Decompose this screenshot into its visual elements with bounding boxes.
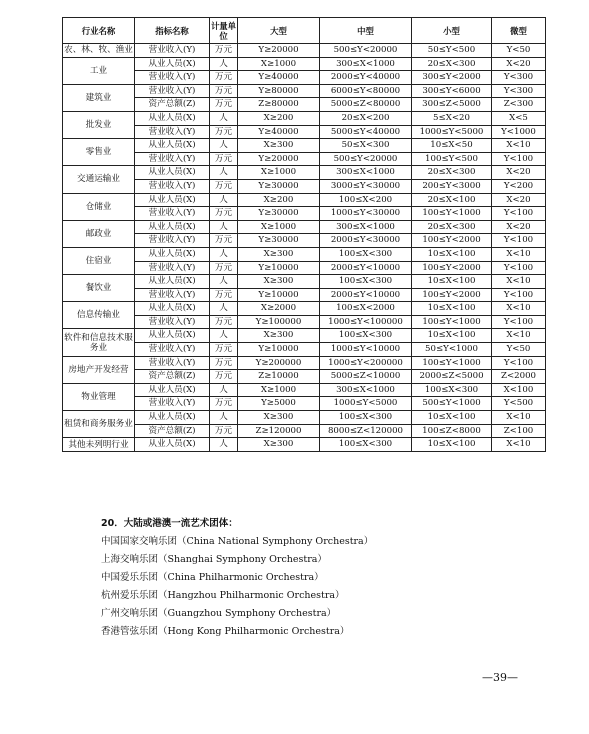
cell-indicator: 营业收入(Y) <box>135 288 210 302</box>
table-row <box>63 247 546 261</box>
cell-medium: 100≤X<300 <box>320 438 412 452</box>
cell-micro: Y<500 <box>492 397 546 411</box>
cell-indicator: 从业人员(X) <box>135 111 210 125</box>
cell-indicator: 从业人员(X) <box>135 302 210 316</box>
cell-micro: Y<100 <box>492 261 546 275</box>
cell-micro: X<20 <box>492 166 546 180</box>
cell-unit: 万元 <box>210 234 238 248</box>
cell-indicator: 营业收入(Y) <box>135 234 210 248</box>
cell-small: 100≤Y<1000 <box>412 207 492 221</box>
orchestra-item: 中国国家交响乐团（China National Symphony Orchestra） <box>101 536 374 547</box>
table-row <box>63 438 546 452</box>
cell-large: X≥300 <box>238 329 320 343</box>
cell-medium: 1000≤Y<5000 <box>320 397 412 411</box>
cell-unit: 人 <box>210 220 238 234</box>
cell-indicator: 营业收入(Y) <box>135 84 210 98</box>
cell-indicator: 营业收入(Y) <box>135 152 210 166</box>
cell-large: X≥1000 <box>238 383 320 397</box>
cell-micro: X<10 <box>492 411 546 425</box>
cell-large: Y≥5000 <box>238 397 320 411</box>
cell-medium: 50≤X<300 <box>320 139 412 153</box>
cell-small: 100≤X<300 <box>412 383 492 397</box>
cell-medium: 8000≤Z<120000 <box>320 424 412 438</box>
cell-small: 300≤Z<5000 <box>412 98 492 112</box>
cell-small: 10≤X<50 <box>412 139 492 153</box>
cell-micro: Y<1000 <box>492 125 546 139</box>
cell-small: 100≤Y<500 <box>412 152 492 166</box>
cell-micro: Y<100 <box>492 207 546 221</box>
cell-large: Y≥20000 <box>238 44 320 58</box>
cell-indicator: 从业人员(X) <box>135 247 210 261</box>
cell-industry: 其他未列明行业 <box>63 438 135 452</box>
cell-micro: Y<50 <box>492 343 546 357</box>
cell-industry: 农、林、牧、渔业 <box>64 45 133 56</box>
cell-micro: Y<100 <box>492 315 546 329</box>
cell-large: X≥1000 <box>238 166 320 180</box>
cell-industry: 建筑业 <box>63 84 135 111</box>
cell-small: 1000≤Y<5000 <box>412 125 492 139</box>
cell-unit: 万元 <box>210 261 238 275</box>
orchestra-item: 杭州爱乐乐团（Hangzhou Philharmonic Orchestra） <box>101 590 345 601</box>
cell-medium: 5000≤Z<10000 <box>320 370 412 384</box>
cell-unit: 万元 <box>210 71 238 85</box>
cell-industry: 工业 <box>63 57 135 84</box>
cell-unit: 人 <box>210 139 238 153</box>
table-header <box>63 18 546 44</box>
cell-indicator: 从业人员(X) <box>135 329 210 343</box>
cell-large: Y≥30000 <box>238 207 320 221</box>
cell-unit: 万元 <box>210 84 238 98</box>
cell-small: 5≤X<20 <box>412 111 492 125</box>
cell-large: X≥1000 <box>238 220 320 234</box>
cell-unit: 人 <box>210 111 238 125</box>
table-row <box>63 261 546 275</box>
cell-micro: X<20 <box>492 220 546 234</box>
cell-large: X≥300 <box>238 275 320 289</box>
cell-indicator: 营业收入(Y) <box>135 315 210 329</box>
cell-industry: 餐饮业 <box>63 275 135 302</box>
cell-medium: 2000≤Y<10000 <box>320 288 412 302</box>
cell-indicator: 从业人员(X) <box>135 438 210 452</box>
cell-indicator: 资产总额(Z) <box>135 424 210 438</box>
cell-large: Z≥80000 <box>238 98 320 112</box>
cell-medium: 300≤X<1000 <box>320 57 412 71</box>
cell-large: X≥300 <box>238 247 320 261</box>
cell-indicator: 营业收入(Y) <box>135 179 210 193</box>
table-row <box>63 220 546 234</box>
table-row <box>63 356 546 370</box>
cell-indicator: 从业人员(X) <box>135 411 210 425</box>
cell-large: Y≥40000 <box>238 71 320 85</box>
table-row <box>63 424 546 438</box>
table-row <box>63 71 546 85</box>
cell-indicator: 从业人员(X) <box>135 383 210 397</box>
cell-small: 50≤Y<500 <box>412 44 492 58</box>
cell-micro: X<10 <box>492 247 546 261</box>
table-row <box>63 288 546 302</box>
cell-medium: 5000≤Z<80000 <box>320 98 412 112</box>
cell-unit: 万元 <box>210 98 238 112</box>
cell-industry: 信息传输业 <box>63 302 135 329</box>
cell-micro: Z<100 <box>492 424 546 438</box>
cell-industry: 物业管理 <box>63 383 135 410</box>
cell-medium: 100≤X<300 <box>320 329 412 343</box>
cell-micro: Y<300 <box>492 71 546 85</box>
cell-indicator: 资产总额(Z) <box>135 98 210 112</box>
table-row <box>63 343 546 357</box>
header-indicator: 指标名称 <box>135 18 210 44</box>
cell-micro: X<20 <box>492 193 546 207</box>
cell-medium: 500≤Y<20000 <box>320 152 412 166</box>
cell-large: Y≥200000 <box>238 356 320 370</box>
cell-unit: 人 <box>210 247 238 261</box>
cell-indicator: 营业收入(Y) <box>135 44 210 58</box>
cell-indicator: 从业人员(X) <box>135 193 210 207</box>
cell-large: X≥200 <box>238 111 320 125</box>
cell-micro: Z<300 <box>492 98 546 112</box>
cell-medium: 300≤X<1000 <box>320 166 412 180</box>
table-row <box>63 397 546 411</box>
table-row <box>63 234 546 248</box>
cell-small: 20≤X<300 <box>412 220 492 234</box>
cell-micro: Z<2000 <box>492 370 546 384</box>
cell-large: X≥2000 <box>238 302 320 316</box>
section-title: 20．大陆或港澳一流艺术团体： <box>101 518 238 529</box>
cell-medium: 6000≤Y<80000 <box>320 84 412 98</box>
header-micro: 微型 <box>492 18 546 44</box>
cell-medium: 300≤X<1000 <box>320 220 412 234</box>
cell-micro: X<10 <box>492 329 546 343</box>
cell-small: 500≤Y<1000 <box>412 397 492 411</box>
cell-micro: Y<100 <box>492 356 546 370</box>
cell-large: Y≥80000 <box>238 84 320 98</box>
cell-large: X≥1000 <box>238 57 320 71</box>
orchestra-item: 中国爱乐乐团（China Philharmonic Orchestra） <box>101 572 324 583</box>
cell-small: 200≤Y<3000 <box>412 179 492 193</box>
cell-micro: Y<100 <box>492 152 546 166</box>
cell-micro: Y<300 <box>492 84 546 98</box>
cell-micro: X<10 <box>492 438 546 452</box>
cell-large: X≥300 <box>238 438 320 452</box>
cell-medium: 2000≤Y<10000 <box>320 261 412 275</box>
cell-medium: 1000≤Y<10000 <box>320 343 412 357</box>
cell-unit: 万元 <box>210 207 238 221</box>
cell-unit: 万元 <box>210 315 238 329</box>
cell-industry: 租赁和商务服务业 <box>63 411 135 438</box>
cell-medium: 100≤X<200 <box>320 193 412 207</box>
table-row <box>63 315 546 329</box>
cell-medium: 2000≤Y<30000 <box>320 234 412 248</box>
table-row <box>63 275 546 289</box>
table-row <box>63 302 546 316</box>
cell-unit: 人 <box>210 275 238 289</box>
cell-small: 20≤X<300 <box>412 57 492 71</box>
header-medium: 中型 <box>320 18 412 44</box>
cell-industry: 零售业 <box>63 139 135 166</box>
cell-large: Y≥10000 <box>238 343 320 357</box>
cell-medium: 20≤X<200 <box>320 111 412 125</box>
cell-industry: 住宿业 <box>63 247 135 274</box>
cell-small: 50≤Y<1000 <box>412 343 492 357</box>
cell-large: X≥200 <box>238 193 320 207</box>
cell-indicator: 从业人员(X) <box>135 220 210 234</box>
cell-small: 100≤Y<2000 <box>412 261 492 275</box>
orchestra-item: 上海交响乐团（Shanghai Symphony Orchestra） <box>101 554 327 565</box>
cell-small: 300≤Y<6000 <box>412 84 492 98</box>
cell-unit: 万元 <box>210 152 238 166</box>
cell-small: 10≤X<100 <box>412 438 492 452</box>
cell-medium: 1000≤Y<100000 <box>320 315 412 329</box>
table-row <box>63 98 546 112</box>
cell-medium: 5000≤Y<40000 <box>320 125 412 139</box>
cell-unit: 万元 <box>210 356 238 370</box>
cell-unit: 万元 <box>210 343 238 357</box>
cell-unit: 万元 <box>210 424 238 438</box>
cell-small: 100≤Y<1000 <box>412 315 492 329</box>
enterprise-size-table <box>62 17 546 452</box>
cell-medium: 300≤X<1000 <box>320 383 412 397</box>
cell-micro: X<5 <box>492 111 546 125</box>
cell-micro: Y<100 <box>492 288 546 302</box>
cell-large: Z≥10000 <box>238 370 320 384</box>
cell-industry: 软件和信息技术服务业 <box>63 329 135 356</box>
cell-medium: 100≤X<300 <box>320 411 412 425</box>
cell-large: Y≥10000 <box>238 261 320 275</box>
cell-indicator: 营业收入(Y) <box>135 397 210 411</box>
cell-indicator: 营业收入(Y) <box>135 125 210 139</box>
cell-small: 100≤Y<2000 <box>412 234 492 248</box>
table-row <box>63 44 546 58</box>
cell-indicator: 从业人员(X) <box>135 57 210 71</box>
page-number: —39— <box>482 671 518 684</box>
cell-unit: 人 <box>210 438 238 452</box>
cell-industry: 批发业 <box>63 111 135 138</box>
table-row <box>63 370 546 384</box>
cell-micro: Y<100 <box>492 234 546 248</box>
cell-unit: 人 <box>210 383 238 397</box>
cell-large: Y≥30000 <box>238 234 320 248</box>
table-row <box>63 329 546 343</box>
table-row <box>63 139 546 153</box>
cell-small: 10≤X<100 <box>412 411 492 425</box>
orchestra-item: 香港管弦乐团（Hong Kong Philharmonic Orchestra） <box>101 626 350 637</box>
cell-unit: 万元 <box>210 397 238 411</box>
cell-small: 20≤X<100 <box>412 193 492 207</box>
cell-small: 10≤X<100 <box>412 329 492 343</box>
cell-medium: 100≤X<300 <box>320 247 412 261</box>
header-industry: 行业名称 <box>63 18 135 44</box>
cell-medium: 500≤Y<20000 <box>320 44 412 58</box>
cell-indicator: 从业人员(X) <box>135 275 210 289</box>
cell-large: Z≥120000 <box>238 424 320 438</box>
cell-micro: X<10 <box>492 275 546 289</box>
cell-micro: Y<50 <box>492 44 546 58</box>
cell-large: Y≥40000 <box>238 125 320 139</box>
cell-industry: 交通运输业 <box>63 166 135 193</box>
cell-small: 10≤X<100 <box>412 302 492 316</box>
cell-industry: 邮政业 <box>63 220 135 247</box>
cell-large: Y≥20000 <box>238 152 320 166</box>
table-row <box>63 111 546 125</box>
cell-small: 10≤X<100 <box>412 247 492 261</box>
cell-indicator: 从业人员(X) <box>135 139 210 153</box>
cell-small: 100≤Y<1000 <box>412 356 492 370</box>
cell-medium: 3000≤Y<30000 <box>320 179 412 193</box>
table-row <box>63 383 546 397</box>
cell-unit: 万元 <box>210 370 238 384</box>
orchestra-item: 广州交响乐团（Guangzhou Symphony Orchestra） <box>101 608 337 619</box>
cell-indicator: 营业收入(Y) <box>135 207 210 221</box>
header-unit: 计量单位 <box>210 18 238 44</box>
cell-industry: 房地产开发经营 <box>63 356 135 383</box>
cell-unit: 万元 <box>210 125 238 139</box>
cell-medium: 100≤X<300 <box>320 275 412 289</box>
cell-unit: 人 <box>210 166 238 180</box>
table-row <box>63 125 546 139</box>
cell-small: 300≤Y<2000 <box>412 71 492 85</box>
table-row <box>63 152 546 166</box>
cell-micro: X<10 <box>492 302 546 316</box>
cell-indicator: 资产总额(Z) <box>135 370 210 384</box>
cell-small: 100≤Y<2000 <box>412 288 492 302</box>
cell-micro: Y<200 <box>492 179 546 193</box>
table-row <box>63 166 546 180</box>
cell-medium: 1000≤Y<30000 <box>320 207 412 221</box>
cell-medium: 2000≤Y<40000 <box>320 71 412 85</box>
cell-indicator: 营业收入(Y) <box>135 343 210 357</box>
header-large: 大型 <box>238 18 320 44</box>
table-body <box>63 44 546 452</box>
cell-large: X≥300 <box>238 411 320 425</box>
table-row <box>63 193 546 207</box>
cell-medium: 100≤X<2000 <box>320 302 412 316</box>
table-row <box>63 57 546 71</box>
cell-large: Y≥30000 <box>238 179 320 193</box>
cell-indicator: 营业收入(Y) <box>135 356 210 370</box>
cell-industry: 仓储业 <box>63 193 135 220</box>
cell-indicator: 营业收入(Y) <box>135 261 210 275</box>
table-row <box>63 411 546 425</box>
cell-small: 2000≤Z<5000 <box>412 370 492 384</box>
table-row <box>63 207 546 221</box>
cell-unit: 人 <box>210 329 238 343</box>
cell-large: X≥300 <box>238 139 320 153</box>
cell-unit: 万元 <box>210 179 238 193</box>
cell-unit: 人 <box>210 302 238 316</box>
cell-unit: 人 <box>210 411 238 425</box>
cell-micro: X<10 <box>492 139 546 153</box>
table-row <box>63 179 546 193</box>
cell-small: 100≤Z<8000 <box>412 424 492 438</box>
cell-unit: 人 <box>210 57 238 71</box>
cell-indicator: 营业收入(Y) <box>135 71 210 85</box>
cell-unit: 人 <box>210 193 238 207</box>
cell-indicator: 从业人员(X) <box>135 166 210 180</box>
cell-small: 20≤X<300 <box>412 166 492 180</box>
cell-micro: X<100 <box>492 383 546 397</box>
cell-large: Y≥100000 <box>238 315 320 329</box>
cell-small: 10≤X<100 <box>412 275 492 289</box>
cell-large: Y≥10000 <box>238 288 320 302</box>
header-small: 小型 <box>412 18 492 44</box>
cell-unit: 万元 <box>210 44 238 58</box>
cell-unit: 万元 <box>210 288 238 302</box>
cell-medium: 1000≤Y<200000 <box>320 356 412 370</box>
table-row <box>63 84 546 98</box>
cell-micro: X<20 <box>492 57 546 71</box>
